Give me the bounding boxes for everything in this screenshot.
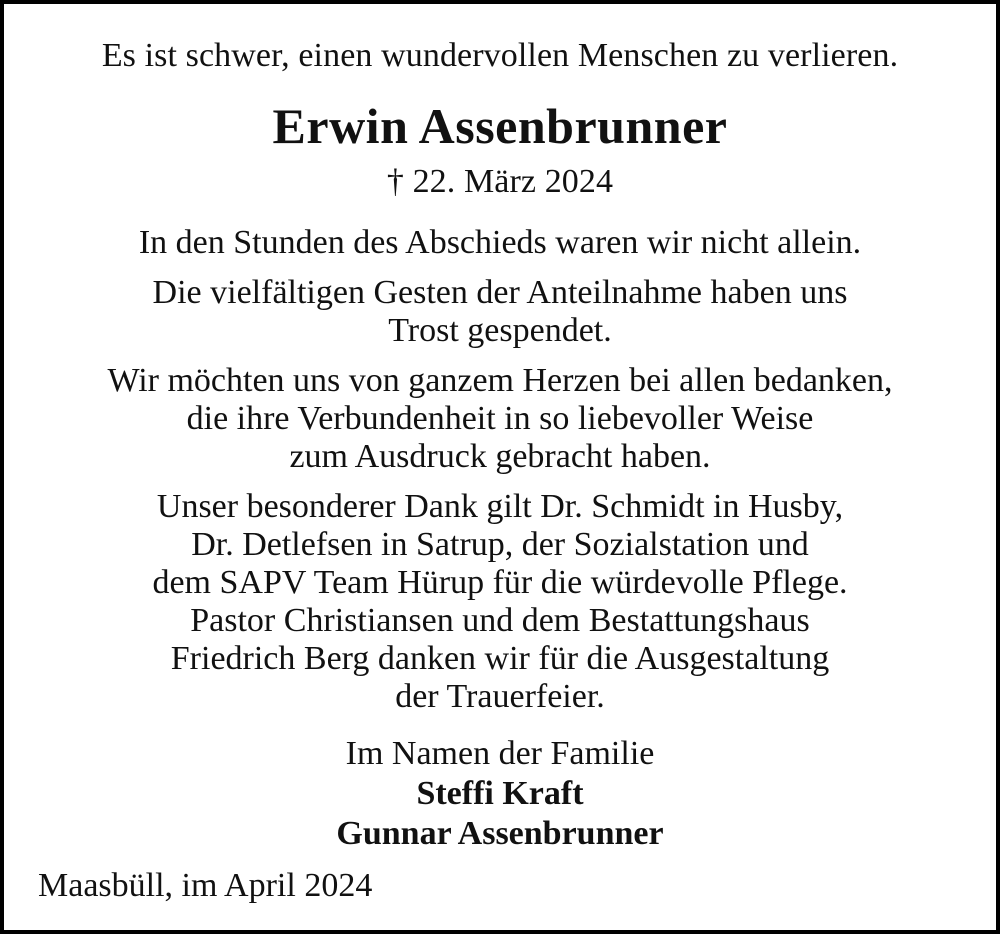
family-signature bbox=[4, 734, 996, 854]
paragraph-line: dem SAPV Team Hürup für die würdevolle Pflege. bbox=[152, 564, 848, 601]
signature-name: Gunnar Assenbrunner bbox=[336, 815, 664, 852]
paragraph-line: Die vielfältigen Gesten der Anteilnahme haben uns bbox=[152, 274, 848, 311]
thanks-paragraph-3 bbox=[4, 362, 996, 476]
paragraph-line: Unser besonderer Dank gilt Dr. Schmidt in Husby, bbox=[156, 488, 844, 525]
death-date: † 22. März 2024 bbox=[386, 163, 614, 200]
paragraph-line: Pastor Christiansen und dem Bestattungshaus bbox=[190, 602, 810, 639]
paragraph-line: Dr. Detlefsen in Satrup, der Sozialstation und bbox=[191, 526, 809, 563]
thanks-paragraph-4 bbox=[4, 488, 996, 716]
signature-name: Steffi Kraft bbox=[416, 775, 584, 812]
paragraph-line: die ihre Verbundenheit in so liebevoller Weise bbox=[186, 400, 814, 437]
opening-quote: Es ist schwer, einen wundervollen Menschen zu verlieren. bbox=[101, 37, 899, 74]
deceased-name: Erwin Assenbrunner bbox=[272, 98, 728, 154]
paragraph-line: Friedrich Berg danken wir für die Ausgestaltung bbox=[170, 640, 830, 677]
paragraph-line: Trost gespendet. bbox=[388, 312, 612, 349]
thanks-paragraph-1 bbox=[4, 224, 996, 262]
paragraph-line: Wir möchten uns von ganzem Herzen bei allen bedanken, bbox=[107, 362, 893, 399]
place-date: Maasbüll, im April 2024 bbox=[38, 867, 373, 904]
paragraph-line: der Trauerfeier. bbox=[395, 678, 605, 715]
paragraph-line: zum Ausdruck gebracht haben. bbox=[289, 438, 711, 475]
thanks-paragraph-2 bbox=[4, 274, 996, 350]
signature-intro: Im Namen der Familie bbox=[345, 735, 655, 772]
paragraph-line: In den Stunden des Abschieds waren wir nicht allein. bbox=[138, 224, 862, 261]
